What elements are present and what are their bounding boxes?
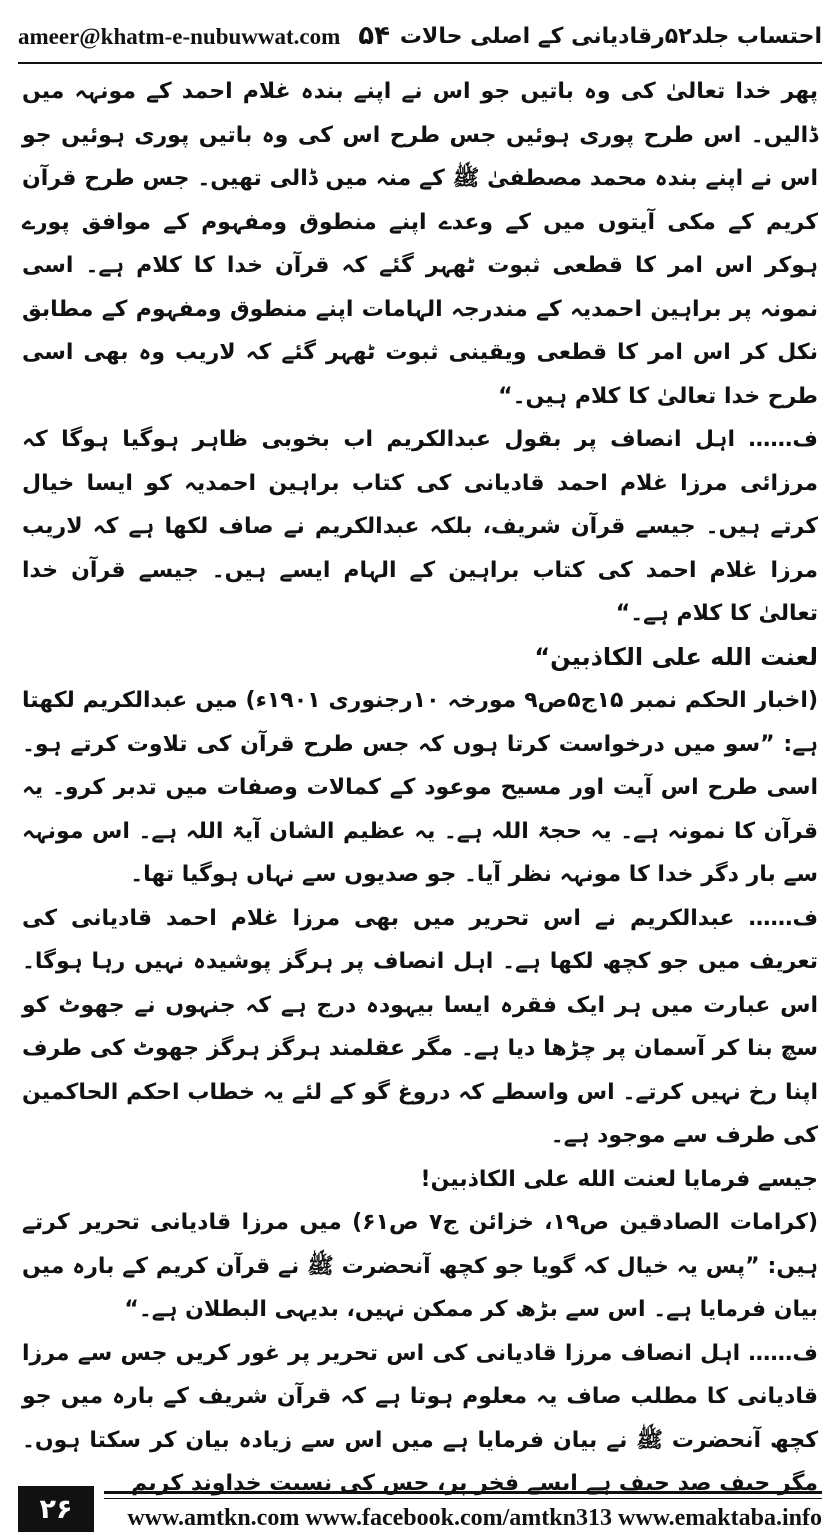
header-email: ameer@khatm-e-nubuwwat.com: [18, 24, 341, 49]
header-title: احتساب جلد۵۲رقادیانی کے اصلی حالات: [399, 23, 822, 49]
page-header: [18, 14, 822, 58]
paragraph-7: ف…… اہل انصاف مرزا قادیانی کی اس تحریر پر غور کریں جس سے مرزا قادیانی کا مطلب صاف یہ معلوم ہوتا ہے کہ قرآن شریف کے بارہ میں جو کچھ آنحضرت ﷺ نے بیان فرمایا ہے میں اس سے زیادہ بیان کر سکتا ہوں۔ مگر حیف صد حیف ہے ایسے فخر پر، جس کی نسبت خداوند کریم: [22, 1340, 818, 1496]
header-left: [18, 21, 390, 51]
paragraph-5: جیسے فرمایا لعنت الله على الكاذبين!: [420, 1166, 818, 1192]
page-footer: [18, 1478, 822, 1532]
paragraph-2: ف…… اہل انصاف پر بقول عبدالکریم اب بخوبی ظاہر ہوگیا ہوگا کہ مرزائی مرزا غلام احمد قادیانی کی کتاب براہین احمدیہ کو ایسا خیال کرتے ہیں۔ جیسے قرآن شریف، بلکہ عبدالکریم نے صاف لکھا ہے کہ لاریب مرزا غلام احمد کی کتاب براہین کے الہام ایسے ہیں۔ جیسے قرآن خدا تعالیٰ کا کلام ہے۔“: [22, 427, 818, 626]
paragraph-4: ف…… عبدالکریم نے اس تحریر میں بھی مرزا غلام احمد قادیانی کی تعریف میں جو کچھ لکھا ہے۔ اہل انصاف پر ہرگز پوشیدہ نہیں رہا ہوگا۔ اس عبارت میں ہر ایک فقرہ ایسا بیہودہ درج ہے کہ جنہوں نے جھوٹ کو سچ بنا کر آسمان پر چڑھا دیا ہے۔ مگر عقلمند ہرگز ہرگز جھوٹ کی طرف اپنا رخ نہیں کرتے۔ اس واسطے کہ دروغ گو کے لئے یہ خطاب احکم الحاکمین کی طرف سے موجود ہے۔: [22, 905, 818, 1148]
paragraph-3: (اخبار الحکم نمبر ۱۵ج۵ص۹ مورخہ ۱۰رجنوری ۱۹۰۱ء) میں عبدالکریم لکھتا ہے: ”سو میں درخواست کرتا ہوں کہ جس طرح قرآن کی تلاوت کرتے ہو۔ اسی طرح اس آیت اور مسیح موعود کے کمالات وصفات میں تدبر کرو۔ یہ قرآن کا نمونہ ہے۔ یہ حجۃ اللہ ہے۔ یہ عظیم الشان آیۃ اللہ ہے۔ اس مونہہ سے بار دگر خدا کا مونہہ نظر آیا۔ جو صدیوں سے نہاں ہوگیا تھا۔: [22, 688, 819, 887]
header-page-number: ۵۴: [358, 21, 391, 51]
footer-rule: [104, 1491, 822, 1499]
paragraph-6: (کرامات الصادقین ص۱۹، خزائن ج۷ ص۶۱) میں مرزا قادیانی تحریر کرتے ہیں: ”پس یہ خیال کہ گویا جو کچھ آنحضرت ﷺ نے قرآن کریم کے بارہ میں بیان فرمایا ہے۔ اس سے بڑھ کر ممکن نہیں، بدیہی البطلان ہے۔“: [22, 1210, 818, 1322]
page-body: [22, 70, 819, 1496]
paragraph-1: پھر خدا تعالیٰ کی وہ باتیں جو اس نے اپنے بندہ غلام احمد کے مونہہ میں ڈالیں۔ اس طرح پوری ہوئیں جس طرح اس کی وہ باتیں پوری ہوئیں جو اس نے اپنے بندہ محمد مصطفیٰ ﷺ کے منہ میں ڈالی تھیں۔ جس طرح قرآن کریم کے مکی آیتوں میں کے وعدے اپنے منطوق ومفہوم کے موافق پورے ہوکر اس امر کا قطعی ثبوت ٹھہر گئے کہ قرآن خدا کا کلام ہے۔ اسی نمونہ پر براہین احمدیہ کے مندرجہ الہامات اپنے منطوق ومفہوم کے مطابق نکل کر اس امر کا قطعی ویقینی ثبوت ٹھہر گئے کہ لاریب وہ بھی اسی طرح خدا تعالیٰ کا کلام ہیں۔“: [22, 79, 818, 409]
footer-urls: www.amtkn.com www.facebook.com/amtkn313 www.emaktaba.info: [127, 1505, 822, 1531]
header-rule: [18, 62, 822, 64]
footer-right: [104, 1491, 822, 1532]
footer-page-number: ۲۶: [18, 1486, 94, 1532]
arabic-line-1: لعنت الله على الكاذبين“: [534, 642, 818, 671]
